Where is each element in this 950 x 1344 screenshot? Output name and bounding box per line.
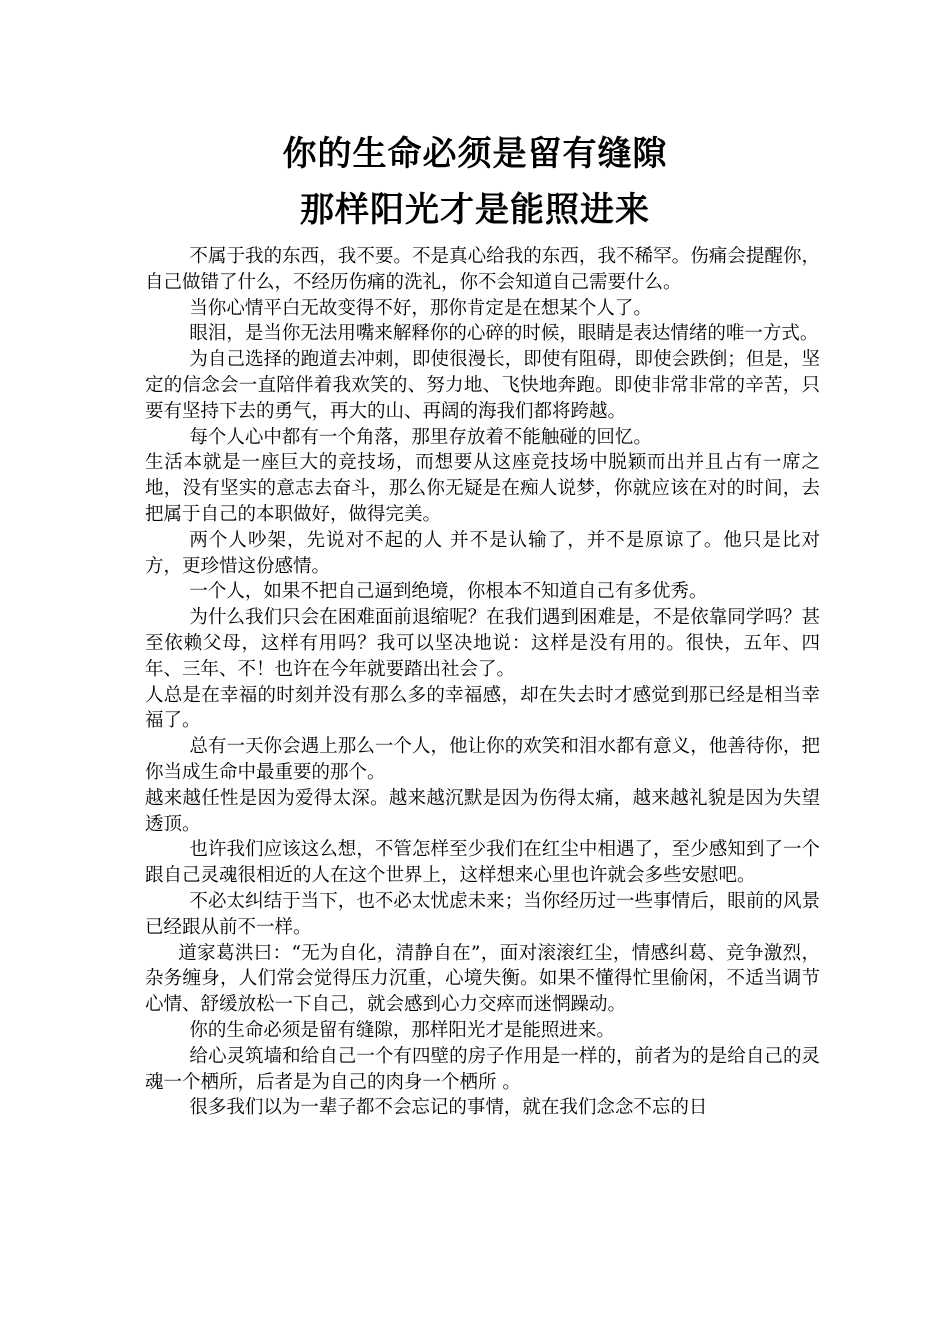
- paragraph-15: 道家葛洪曰：“无为自化，清静自在”，面对滚滚红尘，情感纠葛、竞争激烈，杂务缠身，人们常会觉得压力沉重，心境失衡。如果不懂得忙里偷闲，不适当调节心情、舒缓放松一下自己，就会感到心力交瘁而迷惘躁动。: [145, 942, 820, 1016]
- paragraph-10: 人总是在幸福的时刻并没有那么多的幸福感，却在失去时才感觉到那已经是相当幸福了。: [145, 684, 820, 732]
- paragraph-5: 每个人心中都有一个角落，那里存放着不能触碰的回忆。: [189, 426, 652, 448]
- title-block: [0, 126, 950, 238]
- paragraph-16: 你的生命必须是留有缝隙，那样阳光才是能照进来。: [189, 1019, 615, 1041]
- page-title-line-2: 那样阳光才是能照进来: [300, 190, 650, 230]
- paragraph-1: 不属于我的东西，我不要。不是真心给我的东西，我不稀罕。伤痛会提醒你，自己做错了什么，不经历伤痛的洗礼，你不会知道自己需要什么。: [145, 246, 820, 293]
- paragraph-13: 也许我们应该这么想，不管怎样至少我们在红尘中相遇了，至少感知到了一个跟自己灵魂很相近的人在这个世界上，这样想来心里也许就会多些安慰吧。: [145, 839, 820, 887]
- paragraph-7: 两个人吵架，先说对不起的人 并不是认输了，并不是原谅了。他只是比对方，更珍惜这份感情。: [145, 529, 820, 577]
- paragraph-18: 很多我们以为一辈子都不会忘记的事情，就在我们念念不忘的日: [189, 1097, 708, 1119]
- paragraph-8: 一个人，如果不把自己逼到绝境，你根本不知道自己有多优秀。: [189, 581, 708, 603]
- paragraph-2: 当你心情平白无故变得不好，那你肯定是在想某个人了。: [189, 297, 652, 319]
- page-title-line-1: 你的生命必须是留有缝隙: [282, 134, 668, 174]
- paragraph-3: 眼泪，是当你无法用嘴来解释你的心碎的时候，眼睛是表达情绪的唯一方式。: [189, 323, 819, 345]
- paragraph-11: 总有一天你会遇上那么一个人，他让你的欢笑和泪水都有意义，他善待你，把你当成生命中最重要的那个。: [145, 736, 820, 783]
- body-text: [145, 244, 820, 1121]
- paragraph-6: 生活本就是一座巨大的竞技场，而想要从这座竞技场中脱颖而出并且占有一席之地，没有坚实的意志去奋斗，那么你无疑是在痴人说梦，你就应该在对的时间，去把属于自己的本职做好，做得完美。: [145, 452, 820, 525]
- paragraph-14: 不必太纠结于当下，也不必太忧虑未来；当你经历过一些事情后，眼前的风景已经跟从前不一样。: [145, 890, 820, 938]
- paragraph-12: 越来越任性是因为爱得太深。越来越沉默是因为伤得太痛，越来越礼貌是因为失望透顶。: [145, 787, 820, 835]
- paragraph-17: 给心灵筑墙和给自己一个有四壁的房子作用是一样的，前者为的是给自己的灵魂一个栖所，后者是为自己的肉身一个栖所 。: [145, 1045, 820, 1093]
- paragraph-9: 为什么我们只会在困难面前退缩呢？在我们遇到困难是，不是依靠同学吗？甚至依赖父母，这样有用吗？我可以坚决地说：这样是没有用的。很快，五年、四年、三年、不！也许在今年就要踏出社会了。: [145, 607, 820, 680]
- paragraph-4: 为自己选择的跑道去冲刺，即使很漫长，即使有阻碍，即使会跌倒；但是，坚定的信念会一直陪伴着我欢笑的、努力地、飞快地奔跑。即使非常非常的辛苦，只要有坚持下去的勇气，再大的山、再阔的海我们都将跨越。: [145, 349, 820, 422]
